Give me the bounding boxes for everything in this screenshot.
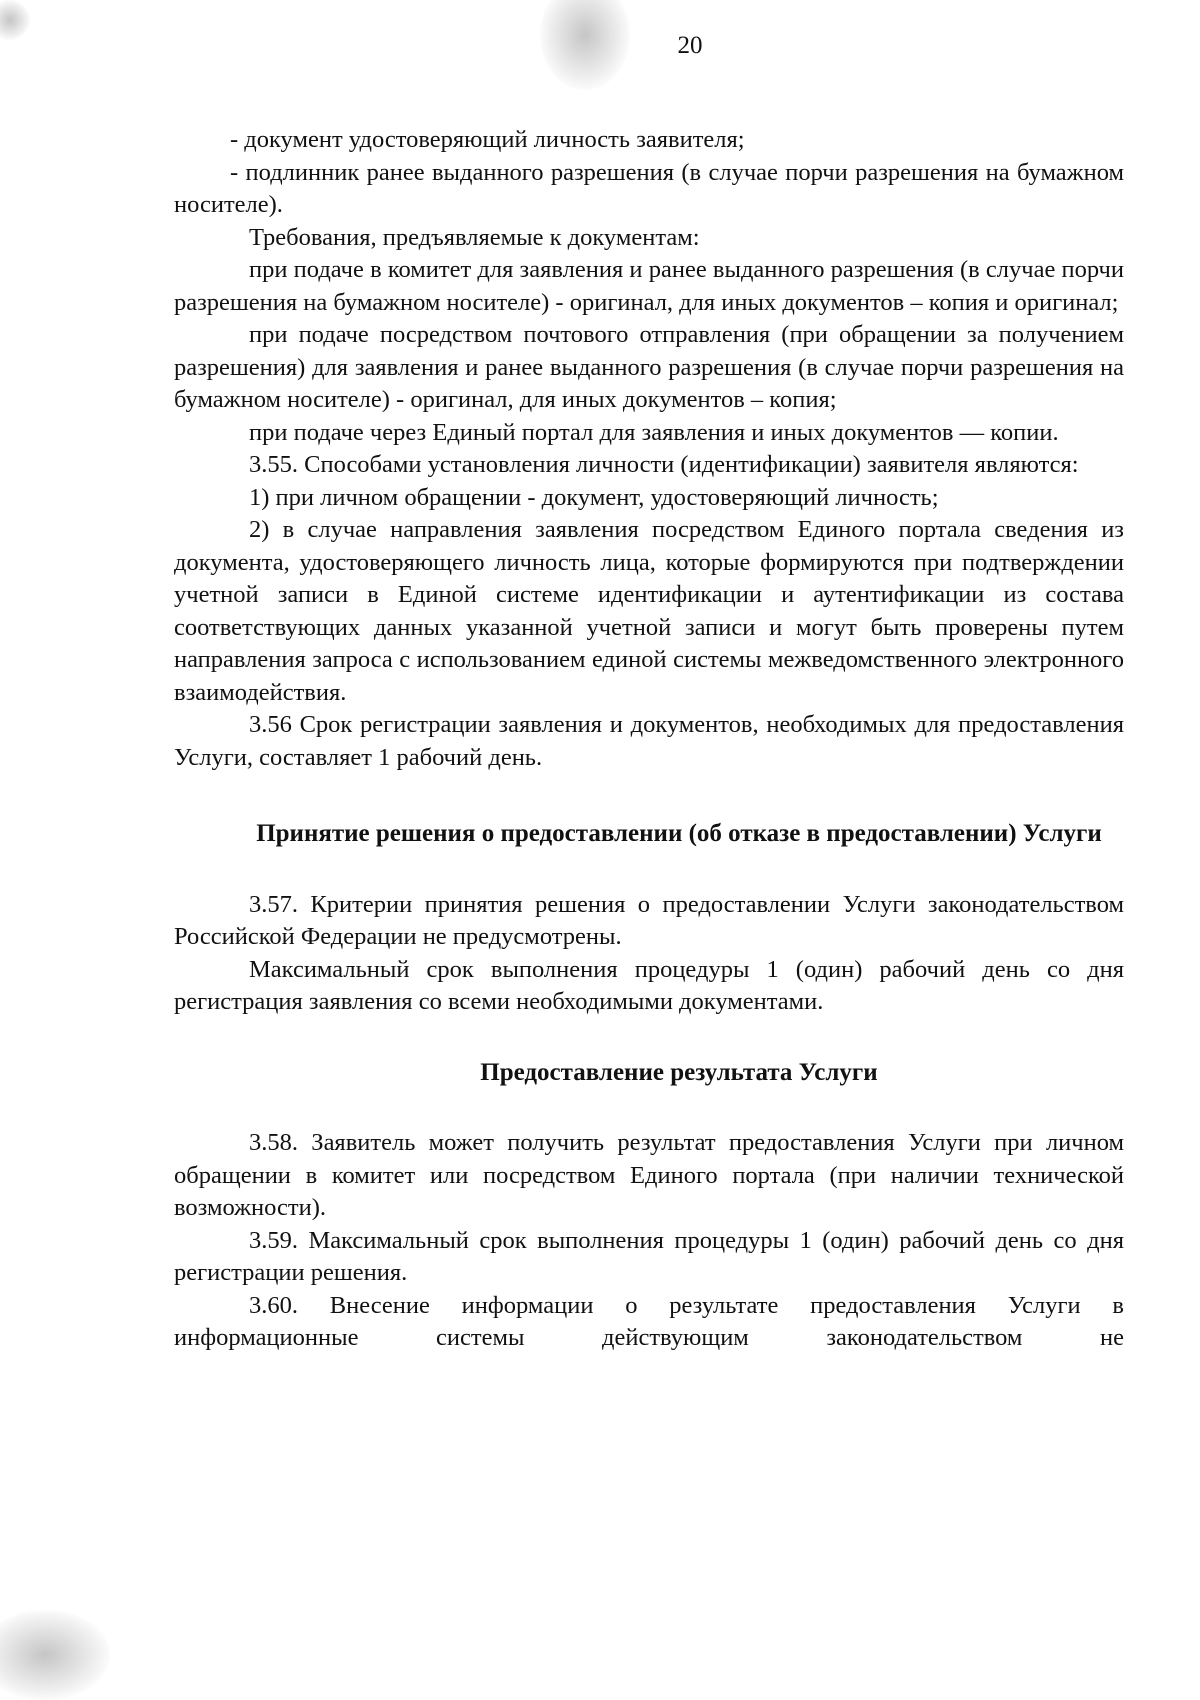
paragraph: 2) в случае направления заявления посредством Единого портала сведения из документа, удостоверяющего личность лица, которые формируются при подтверждении учетной записи в Единой системе идентификации и аутентификации из состава соответствующих данных указанной учетной записи и могут быть проверены путем направления запроса с использованием единой системы межведомственного электронного взаимодействия. bbox=[174, 516, 1124, 706]
page-number: 20 bbox=[677, 32, 703, 59]
paragraph: 3.59. Максимальный срок выполнения процедуры 1 (один) рабочий день со дня регистрации решения. bbox=[174, 1226, 1124, 1286]
section-heading: Принятие решения о предоставлении (об отказе в предоставлении) Услуги bbox=[256, 820, 1102, 847]
paragraph: 3.55. Способами установления личности (идентификации) заявителя являются: bbox=[249, 451, 1079, 478]
section-heading: Предоставление результата Услуги bbox=[480, 1058, 878, 1086]
paragraph: 3.57. Критерии принятия решения о предоставлении Услуги законодательством Российской Федерации не предусмотрены. bbox=[174, 890, 1124, 950]
paragraph: - документ удостоверяющий личность заявителя; bbox=[230, 126, 745, 153]
paragraph: 1) при личном обращении - документ, удостоверяющий личность; bbox=[249, 483, 939, 511]
paragraph: Максимальный срок выполнения процедуры 1 (один) рабочий день со дня регистрация заявления со всеми необходимыми документами. bbox=[174, 955, 1124, 1015]
paragraph: при подаче посредством почтового отправления (при обращении за получением разрешения) для заявления и ранее выданного разрешения (в случае порчи разрешения на бумажном носителе) - оригинал, для иных документов – копия; bbox=[174, 321, 1124, 413]
paragraph: - подлинник ранее выданного разрешения (в случае порчи разрешения на бумажном носителе). bbox=[174, 158, 1124, 218]
paragraph: Требования, предъявляемые к документам: bbox=[249, 223, 700, 251]
paragraph: 3.58. Заявитель может получить результат предоставления Услуги при личном обращении в комитет или посредством Единого портала (при наличии технической возможности). bbox=[174, 1129, 1124, 1221]
paragraph: 3.60. Внесение информации о результате предоставления Услуги в информационные системы действующим законодательством не bbox=[174, 1291, 1124, 1351]
document-body bbox=[174, 124, 1124, 1355]
paragraph: при подаче в комитет для заявления и ранее выданного разрешения (в случае порчи разрешения на бумажном носителе) - оригинал, для иных документов – копия и оригинал; bbox=[174, 256, 1124, 316]
scan-smudge bbox=[0, 1610, 110, 1700]
paragraph: при подаче через Единый портал для заявления и иных документов — копии. bbox=[249, 418, 1059, 446]
paragraph: 3.56 Срок регистрации заявления и документов, необходимых для предоставления Услуги, составляет 1 рабочий день. bbox=[174, 711, 1124, 771]
